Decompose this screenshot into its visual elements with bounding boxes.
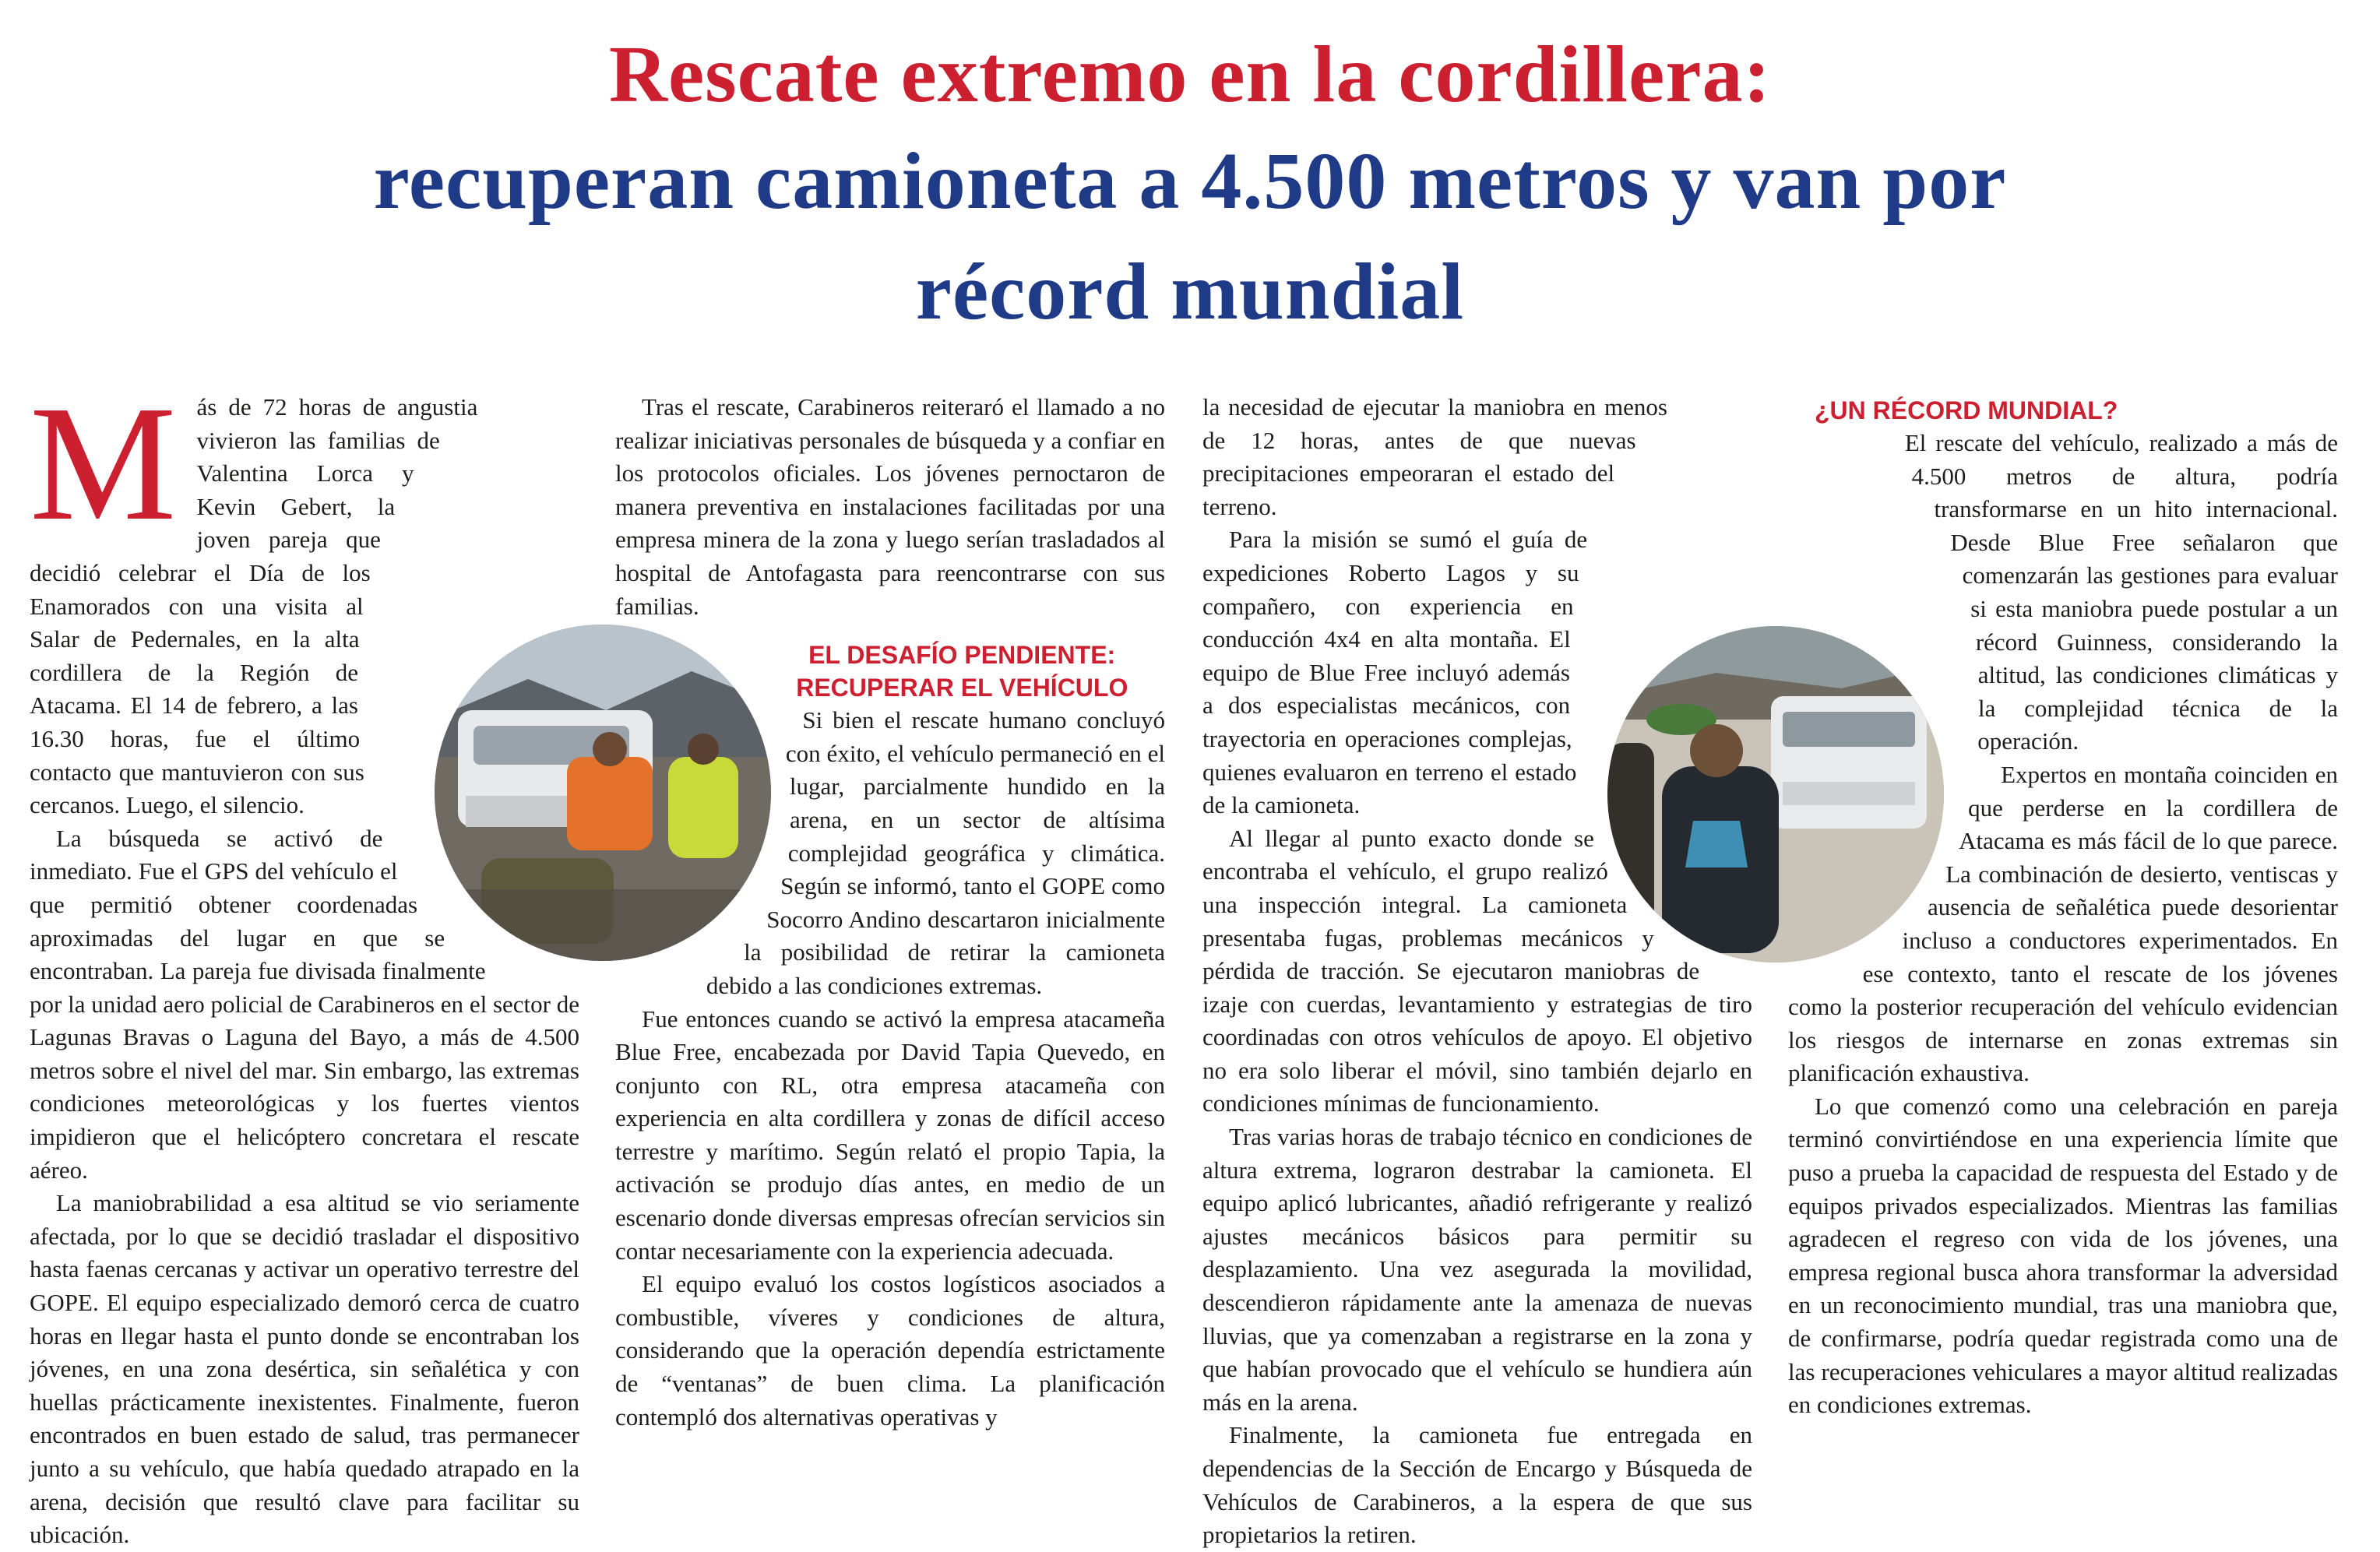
subhead-challenge-line-2: RECUPERAR EL VEHÍCULO xyxy=(796,674,1128,702)
headline-line-1: Rescate extremo en la cordillera: xyxy=(608,30,1772,119)
paragraph: la necesidad de ejecutar la maniobra en menos de 12 horas, antes de que nuevas precipitaciones empeoraran el estado del terreno. xyxy=(1202,393,1667,520)
paragraph: ás de 72 horas de angustia vivieron las familias de Valentina Lorca y Kevin Gebert, la joven pareja que decidió celebrar el Día de los Enamorados con una visita al Salar de Pedernales, en la alta cordillera de la Región de Atacama. El 14 de febrero, a las 16.30 horas, fue el último contacto que mantuvieron con sus cercanos. Luego, el silencio. xyxy=(30,393,478,819)
paragraph: Al llegar al punto exacto donde se encontraba el vehículo, el grupo realizó una inspección integral. La camioneta presentaba fugas, problemas mecánicos y pérdida de tracción. Se ejecutaron maniobras de izaje con cuerdas, levantamiento y estrategias de tiro coordinadas con otros vehículos de apoyo. El objetivo no era solo liberar el móvil, sino también dejarlo en condiciones mínimas de funcionamiento. xyxy=(1202,824,1752,1117)
subhead-challenge-line-1: EL DESAFÍO PENDIENTE: xyxy=(808,641,1116,670)
paragraph: Si bien el rescate humano concluyó con éxito, el vehículo permaneció en el lugar, parcialmente hundido en la arena, en un sector de altísima complejidad geográfica y climática. Según se informó, tanto el GOPE como Socorro Andino descartaron inicialmente la posibilidad de retirar la camioneta debido a las condiciones extremas. xyxy=(706,706,1165,999)
paragraph: Finalmente, la camioneta fue entregada en dependencias de la Sección de Encargo y Búsqueda de Vehículos de Carabineros, a la espera de que sus propietarios la retiren. xyxy=(1202,1421,1752,1549)
article-column-3 xyxy=(1202,391,1752,1552)
headline-line-3: récord mundial xyxy=(915,247,1465,336)
paragraph: Expertos en montaña coinciden en que perderse en la cordillera de Atacama es más fácil de lo que parece. La combinación de desierto, ventiscas y ausencia de señalética puede desorientar incluso a conductores experimentados. En ese contexto, tanto el rescate de los jóvenes como la posterior recuperación del vehículo evidencian los riesgos de internarse en zonas extremas sin planificación exhaustiva. xyxy=(1788,760,2338,1087)
paragraph: Fue entonces cuando se activó la empresa atacameña Blue Free, encabezada por David Tapia Quevedo, en conjunto con RL, otra empresa atacameña con experiencia en alta cordillera y zonas de difícil acceso terrestre y marítimo. Según relató el propio Tapia, la activación se produjo días antes, en medio de un escenario donde diversas empresas ofrecían servicios sin contar necesariamente con la experiencia adecuada. xyxy=(615,1005,1165,1265)
paragraph: El rescate del vehículo, realizado a más de 4.500 metros de altura, podría transformarse en un hito internacional. Desde Blue Free señalaron que comenzarán las gestiones para evaluar si esta maniobra puede postular a un récord Guinness, considerando la altitud, las condiciones climáticas y la complejidad técnica de la operación. xyxy=(1904,429,2338,755)
drop-cap: M xyxy=(30,371,177,554)
paragraph: Tras el rescate, Carabineros reiteraró el llamado a no realizar iniciativas personales de búsqueda y a confiar en los protocolos oficiales. Los jóvenes pernoctaron de manera preventiva en instalaciones facilitadas por una empresa minera de la zona y luego serían trasladados al hospital de Antofagasta para reencontrarse con sus familias. xyxy=(615,393,1165,620)
paragraph: Tras varias horas de trabajo técnico en condiciones de altura extrema, lograron destrabar la camioneta. El equipo aplicó lubricantes, añadió refrigerante y realizó ajustes mecánicos básicos para permitir su desplazamiento. Una vez asegurada la movilidad, descendieron rápidamente ante la amenaza de nuevas lluvias, que ya comenzaban a registrarse en la zona y que habían provocado que el vehículo se hundiera aún más en la arena. xyxy=(1202,1123,1752,1416)
paragraph: Lo que comenzó como una celebración en pareja terminó convirtiéndose en una experiencia límite que puso a prueba la capacidad de respuesta del Estado y de equipos privados especializados. Mientras las familias agradecen el regreso con vida de los jóvenes, una empresa regional busca ahora transformar la adversidad en un reconocimiento mundial, tras una maniobra que, de confirmarse, podría quedar registrada como una de las recuperaciones vehiculares a mayor altitud realizadas en condiciones extremas. xyxy=(1788,1092,2338,1419)
article-column-1 xyxy=(30,371,579,1552)
article-column-2 xyxy=(615,391,1165,1434)
paragraph: La maniobrabilidad a esa altitud se vio seriamente afectada, por lo que se decidió trasladar el dispositivo hasta faenas cercanas y activar un operativo terrestre del GOPE. El equipo especializado demoró cerca de cuatro horas en llegar hasta el punto donde se encontraban los jóvenes, en una zona desértica, sin señalética y con huellas prácticamente inexistentes. Finalmente, fueron encontrados en buen estado de salud, tras permanecer junto a su vehículo, que había quedado atrapado en la arena, decisión que resultó clave para facilitar su ubicación. xyxy=(30,1189,579,1549)
subhead-record: ¿UN RÉCORD MUNDIAL? xyxy=(1815,396,2118,424)
headline-line-2: recuperan camioneta a 4.500 metros y van por xyxy=(373,136,2007,226)
paragraph: La búsqueda se activó de inmediato. Fue el GPS del vehículo el que permitió obtener coordenadas aproximadas del lugar en que se encontraban. La pareja fue divisada finalmente por la unidad aero policial de Carabineros en el sector de Lagunas Bravas o Laguna del Bayo, a más de 4.500 metros sobre el nivel del mar. Sin embargo, las extremas condiciones meteorológicas y los fuertes vientos impidieron que el helicóptero concretara el rescate aéreo. xyxy=(30,824,579,1184)
paragraph: El equipo evaluó los costos logísticos asociados a combustible, víveres y condiciones de altura, considerando que la operación dependía estrictamente de “ventanas” de buen clima. La planificación contempló dos alternativas operativas y xyxy=(615,1270,1165,1431)
article-column-4 xyxy=(1788,394,2338,1422)
paragraph: Para la misión se sumó el guía de expediciones Roberto Lagos y su compañero, con experiencia en conducción 4x4 en alta montaña. El equipo de Blue Free incluyó además a dos especialistas mecánicos, con trayectoria en operaciones complejas, quienes evaluaron en terreno el estado de la camioneta. xyxy=(1202,526,1588,819)
headline xyxy=(0,23,2380,347)
